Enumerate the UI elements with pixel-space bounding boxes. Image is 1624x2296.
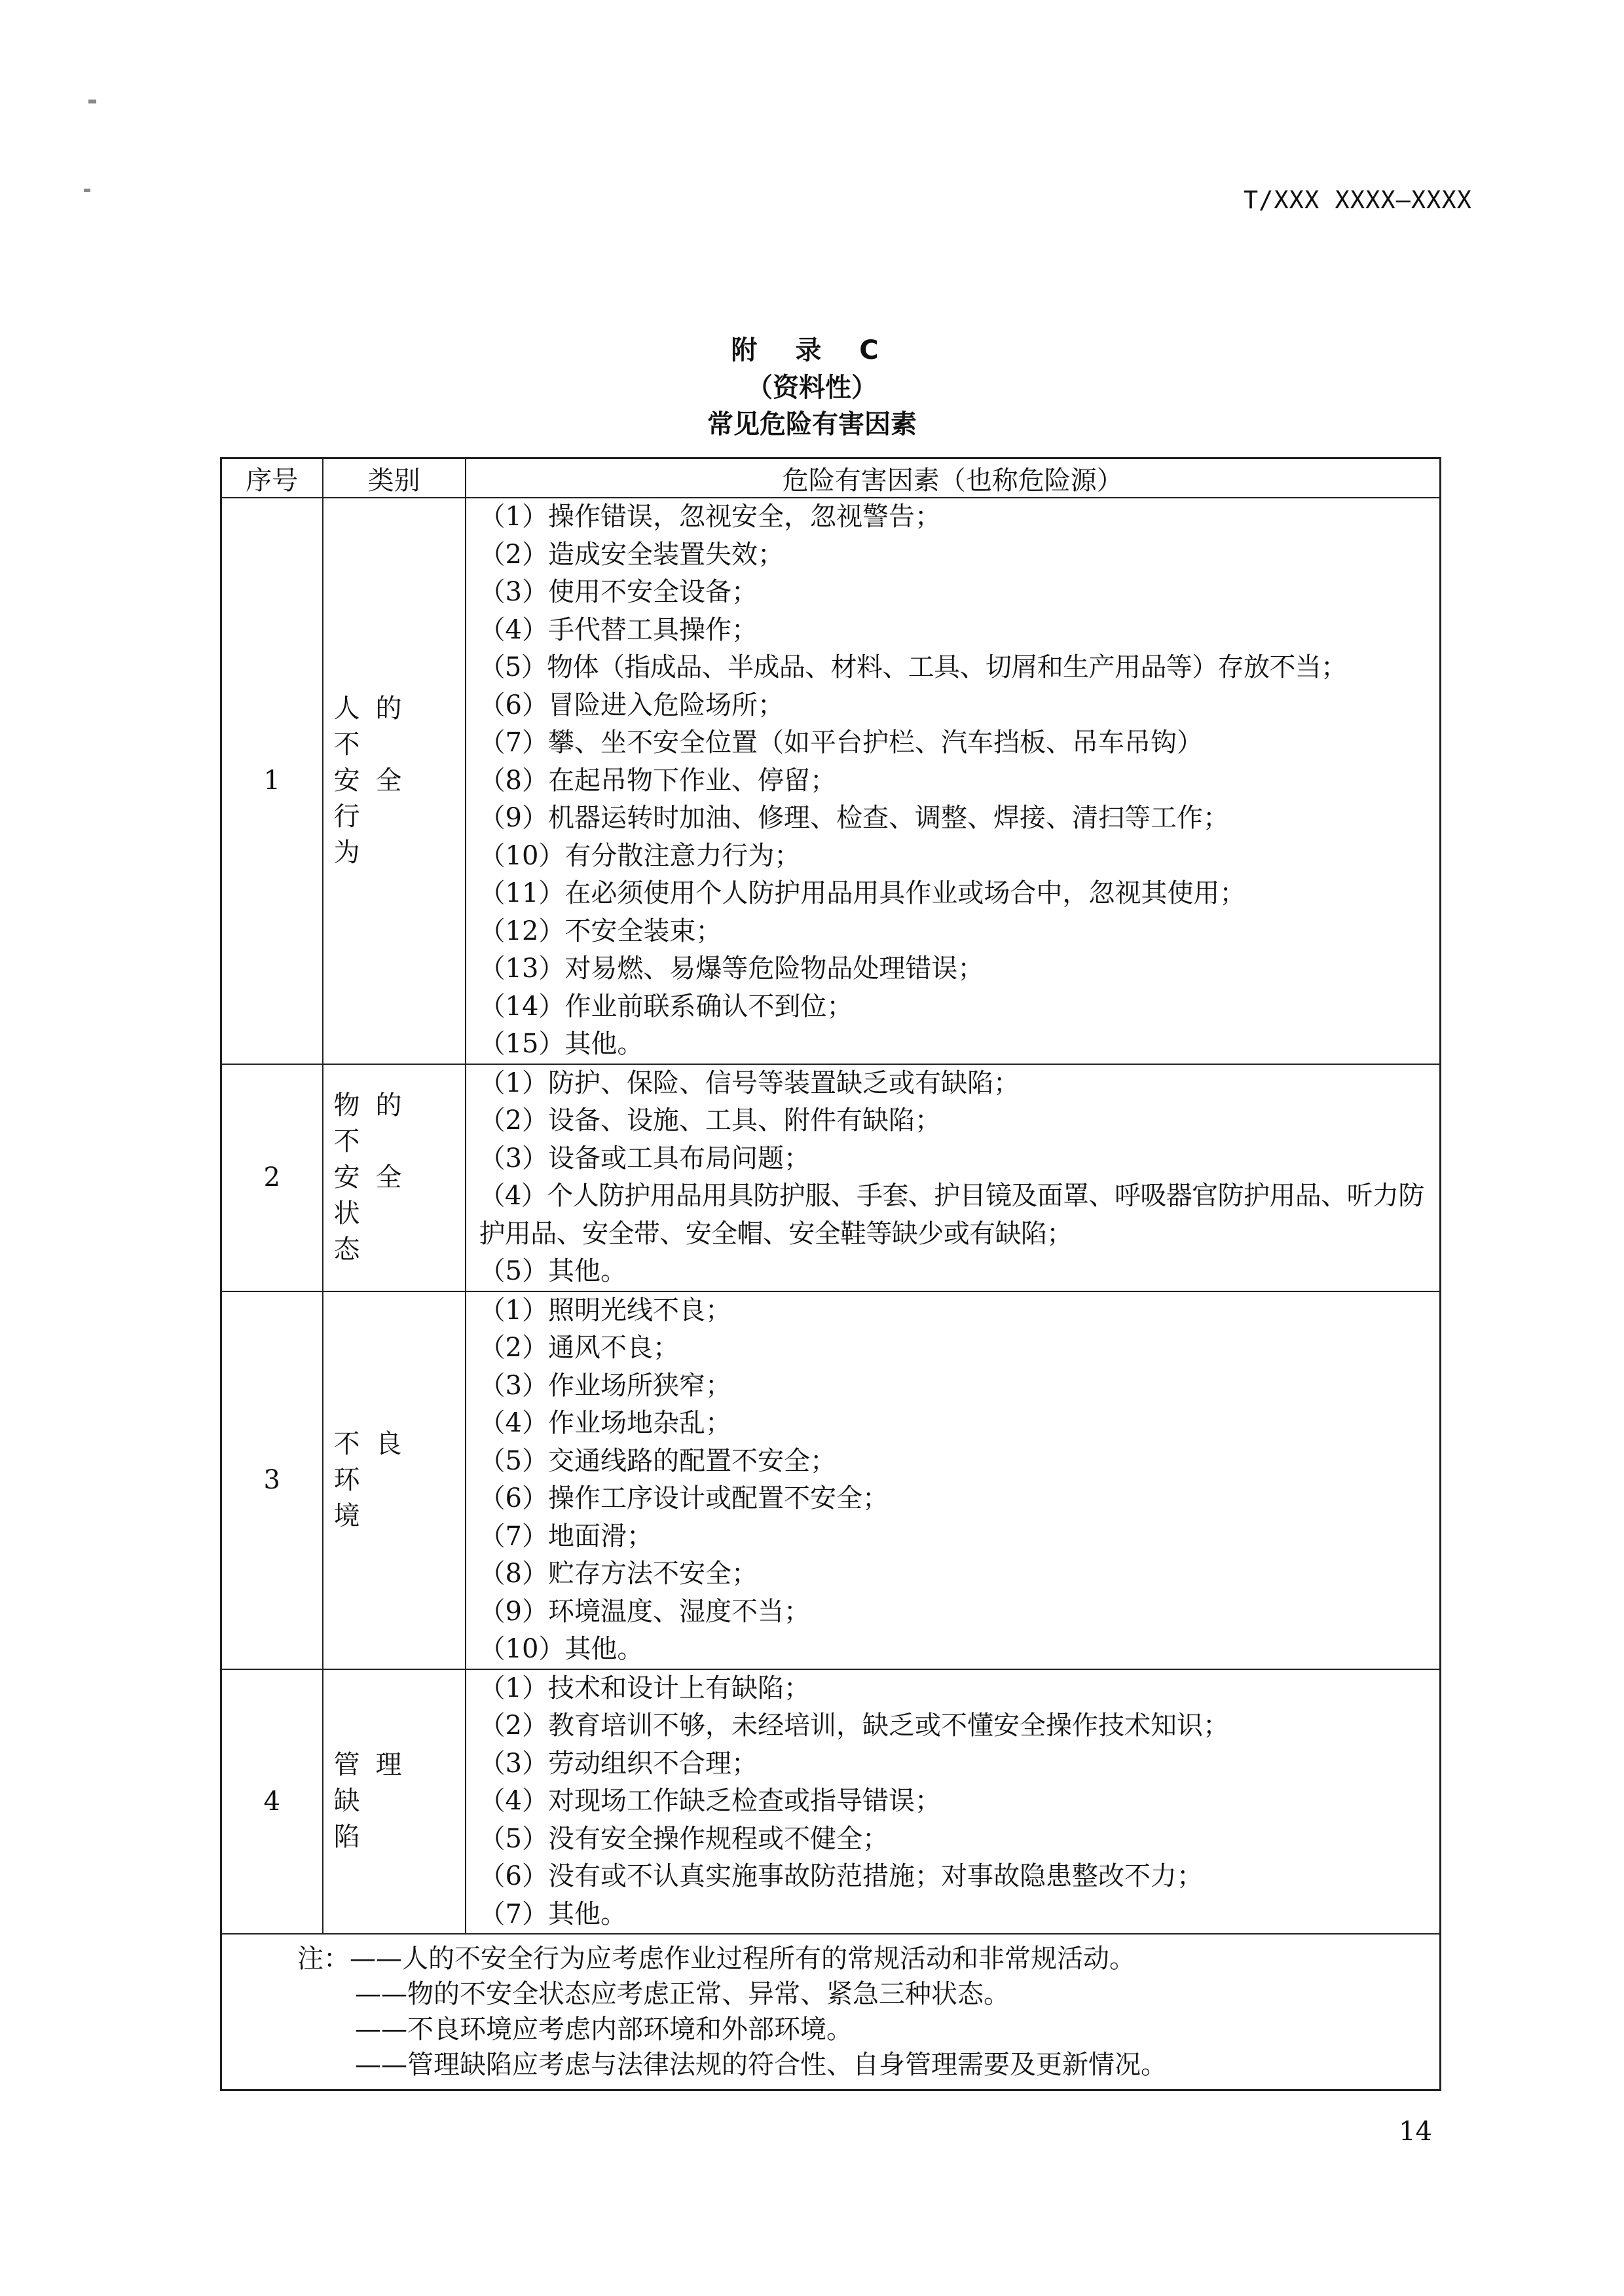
- scan-mark: [88, 100, 96, 103]
- hazard-item: （4）作业场地杂乱；: [479, 1408, 731, 1438]
- table-title: 常见危险有害因素: [707, 409, 917, 439]
- row-hazard-items: [466, 1064, 1441, 1291]
- hazard-item: （6）操作工序设计或配置不安全；: [479, 1483, 889, 1513]
- table-row: [221, 1669, 1441, 1935]
- hazard-item: （8）贮存方法不安全；: [479, 1559, 758, 1589]
- row-number: 3: [221, 1291, 323, 1669]
- hazard-item: （5）没有安全操作规程或不健全；: [479, 1823, 889, 1854]
- appendix-title: 附 录 C: [731, 335, 893, 365]
- table-row: [221, 1064, 1441, 1291]
- hazard-item: （15）其他。: [479, 1029, 644, 1059]
- hazard-item: （7）攀、坐不安全位置（如平台护栏、汽车挡板、吊车吊钩）: [479, 728, 1203, 758]
- table-header-row: [221, 458, 1441, 498]
- category-line: 人的不: [333, 693, 418, 760]
- hazard-item: （1）防护、保险、信号等装置缺乏或有缺陷；: [479, 1067, 1020, 1098]
- hazard-item: （9）环境温度、湿度不当；: [479, 1596, 810, 1627]
- table-row: [221, 498, 1441, 1064]
- hazard-item: （2）造成安全装置失效；: [479, 539, 784, 570]
- category-line: 态: [333, 1234, 376, 1265]
- hazard-item: （5）物体（指成品、半成品、材料、工具、切屑和生产用品等）存放不当；: [479, 652, 1347, 682]
- row-number: 1: [221, 498, 323, 1064]
- header-category: 类别: [323, 458, 466, 498]
- table-notes: [221, 1934, 1441, 2090]
- scan-mark: [84, 189, 90, 192]
- row-category: [323, 1669, 466, 1935]
- hazard-item: （1）操作错误，忽视安全，忽视警告；: [479, 502, 941, 532]
- category-line: 陷: [333, 1822, 376, 1853]
- hazard-item: （1）技术和设计上有缺陷；: [479, 1673, 810, 1703]
- hazard-item: （4）个人防护用品用具防护服、手套、护目镜及面罩、呼吸器官防护用品、听力防护用品、安全带、安全帽、安全鞋等缺少或有缺陷；: [479, 1181, 1424, 1249]
- row-hazard-items: [466, 1669, 1441, 1935]
- hazard-item: （8）在起吊物下作业、停留；: [479, 765, 836, 796]
- hazard-table: [220, 457, 1441, 2091]
- category-line: 境: [333, 1500, 376, 1531]
- hazard-item: （2）设备、设施、工具、附件有缺陷；: [479, 1105, 941, 1136]
- hazard-item: （9）机器运转时加油、修理、检查、调整、焊接、清扫等工作；: [479, 803, 1229, 833]
- appendix-note: （资料性）: [747, 373, 877, 403]
- category-line: 安全行: [333, 765, 418, 832]
- hazard-item: （11）在必须使用个人防护用品用具作业或场合中，忽视其使用；: [479, 878, 1246, 908]
- hazard-item: （3）使用不安全设备；: [479, 577, 758, 607]
- note-line: ——不良环境应考虑内部环境和外部环境。: [355, 2014, 853, 2045]
- row-category: [323, 1291, 466, 1669]
- category-line: 管理缺: [333, 1750, 418, 1817]
- hazard-item: （7）地面滑；: [479, 1521, 653, 1551]
- hazard-item: （7）其他。: [479, 1898, 627, 1929]
- hazard-item: （12）不安全装束；: [479, 916, 722, 946]
- table-notes-row: [221, 1934, 1441, 2090]
- row-category: [323, 498, 466, 1064]
- hazard-item: （14）作业前联系确认不到位；: [479, 991, 853, 1022]
- note-line: ——管理缺陷应考虑与法律法规的符合性、自身管理需要及更新情况。: [355, 2050, 1167, 2080]
- hazard-item: （4）对现场工作缺乏检查或指导错误；: [479, 1786, 941, 1816]
- hazard-item: （1）照明光线不良；: [479, 1295, 731, 1325]
- hazard-item: （6）冒险进入危险场所；: [479, 690, 784, 720]
- table-row: [221, 1291, 1441, 1669]
- hazard-item: （10）有分散注意力行为；: [479, 840, 801, 871]
- note-line: ——物的不安全状态应考虑正常、异常、紧急三种状态。: [355, 1979, 1010, 2009]
- row-number: 4: [221, 1669, 323, 1935]
- standard-code: T/XXX XXXX—XXXX: [1243, 186, 1472, 214]
- row-category: [323, 1064, 466, 1291]
- page-number: 14: [1399, 2117, 1432, 2147]
- row-number: 2: [221, 1064, 323, 1291]
- note-line: 注：——人的不安全行为应考虑作业过程所有的常规活动和非常规活动。: [297, 1944, 1135, 1974]
- hazard-item: （2）教育培训不够，未经培训，缺乏或不懂安全操作技术知识；: [479, 1711, 1229, 1741]
- hazard-item: （3）劳动组织不合理；: [479, 1748, 758, 1779]
- row-hazard-items: [466, 498, 1441, 1064]
- header-hazard-factors: 危险有害因素（也称危险源）: [466, 458, 1441, 498]
- hazard-item: （13）对易燃、易爆等危险物品处理错误；: [479, 954, 984, 984]
- hazard-item: （5）其他。: [479, 1256, 627, 1286]
- category-line: 安全状: [333, 1162, 418, 1229]
- hazard-item: （3）设备或工具布局问题；: [479, 1143, 810, 1174]
- category-line: 不良环: [333, 1428, 418, 1495]
- hazard-item: （5）交通线路的配置不安全；: [479, 1445, 836, 1476]
- header-serial: 序号: [221, 458, 323, 498]
- hazard-item: （4）手代替工具操作；: [479, 614, 758, 645]
- hazard-item: （3）作业场所狭窄；: [479, 1370, 731, 1401]
- row-hazard-items: [466, 1291, 1441, 1669]
- hazard-item: （10）其他。: [479, 1634, 644, 1664]
- category-line: 为: [333, 837, 376, 868]
- category-line: 物的不: [333, 1090, 418, 1157]
- hazard-item: （6）没有或不认真实施事故防范措施；对事故隐患整改不力；: [479, 1861, 1203, 1891]
- hazard-item: （2）通风不良；: [479, 1333, 679, 1363]
